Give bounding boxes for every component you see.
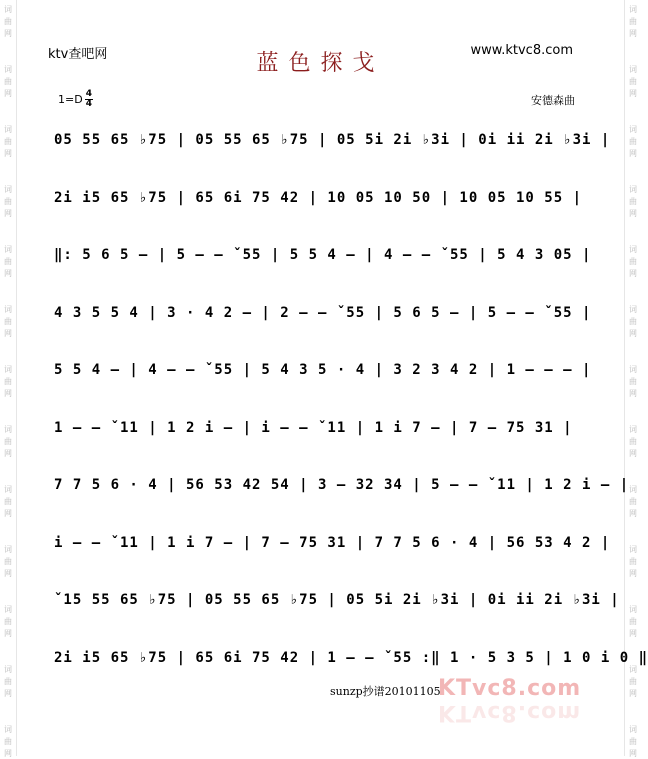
site-name-left: ktv查吧网 <box>48 47 108 62</box>
side-watermark-char: 曲 <box>629 17 637 26</box>
side-watermark-char: 网 <box>629 509 637 518</box>
side-watermark-char: 网 <box>4 749 12 758</box>
side-watermark-char: 网 <box>4 389 12 398</box>
side-watermark-char: 曲 <box>4 77 12 86</box>
side-watermark-char: 曲 <box>629 317 637 326</box>
score-line: 5 5 4 – | 4 – – ˇ55 | 5 4 3 5 · 4 | 3 2 3 4 2 | 1 – – – | <box>54 362 592 378</box>
side-watermark-char: 曲 <box>4 317 12 326</box>
side-watermark-char: 词 <box>4 545 12 554</box>
side-watermark-char: 网 <box>4 89 12 98</box>
side-watermark-char: 词 <box>4 305 12 314</box>
side-watermark-char: 网 <box>4 689 12 698</box>
side-watermark-char: 网 <box>629 449 637 458</box>
side-watermark-char: 词 <box>4 365 12 374</box>
side-watermark-char: 词 <box>629 125 637 134</box>
score-line: i – – ˇ11 | 1 i 7 – | 7 – 75 31 | 7 7 5 6 · 4 | 56 53 4 2 | <box>54 534 611 551</box>
right-watermark-column <box>624 0 641 756</box>
side-watermark-char: 词 <box>4 665 12 674</box>
side-watermark-char: 词 <box>629 605 637 614</box>
side-watermark-char: 词 <box>4 485 12 494</box>
side-watermark-char: 曲 <box>4 257 12 266</box>
side-watermark-char: 曲 <box>629 557 637 566</box>
side-watermark-char: 词 <box>4 245 12 254</box>
side-watermark-char: 曲 <box>4 137 12 146</box>
left-watermark-column <box>0 0 17 756</box>
side-watermark-char: 曲 <box>629 677 637 686</box>
side-watermark-char: 网 <box>4 509 12 518</box>
side-watermark-char: 网 <box>4 149 12 158</box>
side-watermark-char: 曲 <box>629 437 637 446</box>
score-line: 1 – – ˇ11 | 1 2 i – | i – – ˇ11 | 1 i 7 – | 7 – 75 31 | <box>54 419 573 436</box>
time-signature-top: 4 <box>85 89 92 99</box>
side-watermark-char: 网 <box>629 209 637 218</box>
score-body <box>54 128 648 703</box>
side-watermark-char: 词 <box>4 65 12 74</box>
side-watermark-char: 词 <box>4 185 12 194</box>
side-watermark-char: 曲 <box>629 377 637 386</box>
side-watermark-char: 词 <box>4 125 12 134</box>
side-watermark-char: 网 <box>4 269 12 278</box>
side-watermark-char: 曲 <box>629 137 637 146</box>
side-watermark-char: 网 <box>4 629 12 638</box>
side-watermark-char: 曲 <box>4 737 12 746</box>
score-line: 4 3 5 5 4 | 3 · 4 2 – | 2 – – ˇ55 | 5 6 5 – | 5 – – ˇ55 | <box>54 304 592 321</box>
score-line: 2i i5 65 ♭75 | 65 6i 75 42 | 1 – – ˇ55 :‖ 1 · 5 3 5 | 1 0 i 0 ‖ <box>54 649 648 666</box>
side-watermark-char: 曲 <box>629 257 637 266</box>
side-watermark-char: 曲 <box>4 377 12 386</box>
side-watermark-char: 曲 <box>4 17 12 26</box>
side-watermark-char: 曲 <box>4 197 12 206</box>
side-watermark-char: 曲 <box>4 557 12 566</box>
side-watermark-char: 词 <box>629 245 637 254</box>
score-line: 2i i5 65 ♭75 | 65 6i 75 42 | 10 05 10 50 | 10 05 10 55 | <box>54 189 583 206</box>
side-watermark-char: 词 <box>629 185 637 194</box>
side-watermark-char: 词 <box>629 425 637 434</box>
side-watermark-char: 词 <box>4 605 12 614</box>
side-watermark-char: 曲 <box>629 617 637 626</box>
side-watermark-char: 网 <box>629 749 637 758</box>
side-watermark-char: 网 <box>629 329 637 338</box>
side-watermark-char: 曲 <box>629 77 637 86</box>
watermark-logo: KTvc8.com <box>438 676 582 701</box>
side-watermark-char: 词 <box>629 365 637 374</box>
side-watermark-char: 网 <box>4 209 12 218</box>
side-watermark-char: 网 <box>4 329 12 338</box>
side-watermark-char: 曲 <box>4 437 12 446</box>
side-watermark-char: 词 <box>4 5 12 14</box>
composer-credit: 安德森曲 <box>531 94 575 107</box>
side-watermark-char: 网 <box>629 149 637 158</box>
side-watermark-char: 网 <box>629 389 637 398</box>
side-watermark-char: 词 <box>629 725 637 734</box>
side-watermark-char: 词 <box>4 425 12 434</box>
side-watermark-char: 词 <box>629 65 637 74</box>
side-watermark-char: 词 <box>629 485 637 494</box>
site-url-right: www.ktvc8.com <box>470 43 573 58</box>
side-watermark-char: 网 <box>629 689 637 698</box>
side-watermark-char: 网 <box>4 569 12 578</box>
song-title: 蓝色探戈 <box>256 51 385 76</box>
side-watermark-char: 词 <box>4 725 12 734</box>
watermark-logo-reflection: KTvc8.com <box>438 700 582 725</box>
side-watermark-char: 曲 <box>4 497 12 506</box>
side-watermark-char: 词 <box>629 545 637 554</box>
time-signature <box>85 90 93 109</box>
score-line: 05 55 65 ♭75 | 05 55 65 ♭75 | 05 5i 2i ♭3i | 0i ii 2i ♭3i | <box>54 132 611 148</box>
side-watermark-char: 网 <box>629 569 637 578</box>
side-watermark-char: 词 <box>629 305 637 314</box>
score-line: 7 7 5 6 · 4 | 56 53 42 54 | 3 – 32 34 | 5 – – ˇ11 | 1 2 i – | <box>54 477 630 493</box>
time-signature-bottom: 4 <box>85 99 92 109</box>
side-watermark-char: 网 <box>629 89 637 98</box>
side-watermark-char: 曲 <box>629 737 637 746</box>
side-watermark-char: 网 <box>629 269 637 278</box>
side-watermark-char: 曲 <box>629 497 637 506</box>
score-line: ‖: 5 6 5 – | 5 – – ˇ55 | 5 5 4 – | 4 – – ˇ55 | 5 4 3 05 | <box>54 247 592 263</box>
side-watermark-char: 曲 <box>629 197 637 206</box>
side-watermark-char: 词 <box>629 5 637 14</box>
key-label: 1=D <box>58 93 83 106</box>
side-watermark-char: 词 <box>629 665 637 674</box>
key-signature <box>58 90 93 109</box>
side-watermark-char: 网 <box>629 29 637 38</box>
side-watermark-char: 网 <box>4 29 12 38</box>
side-watermark-char: 曲 <box>4 617 12 626</box>
side-watermark-char: 曲 <box>4 677 12 686</box>
transcriber-credit: sunzp抄谱20101105. <box>330 685 445 698</box>
side-watermark-char: 网 <box>629 629 637 638</box>
side-watermark-char: 网 <box>4 449 12 458</box>
score-line: ˇ15 55 65 ♭75 | 05 55 65 ♭75 | 05 5i 2i ♭3i | 0i ii 2i ♭3i | <box>54 592 620 608</box>
